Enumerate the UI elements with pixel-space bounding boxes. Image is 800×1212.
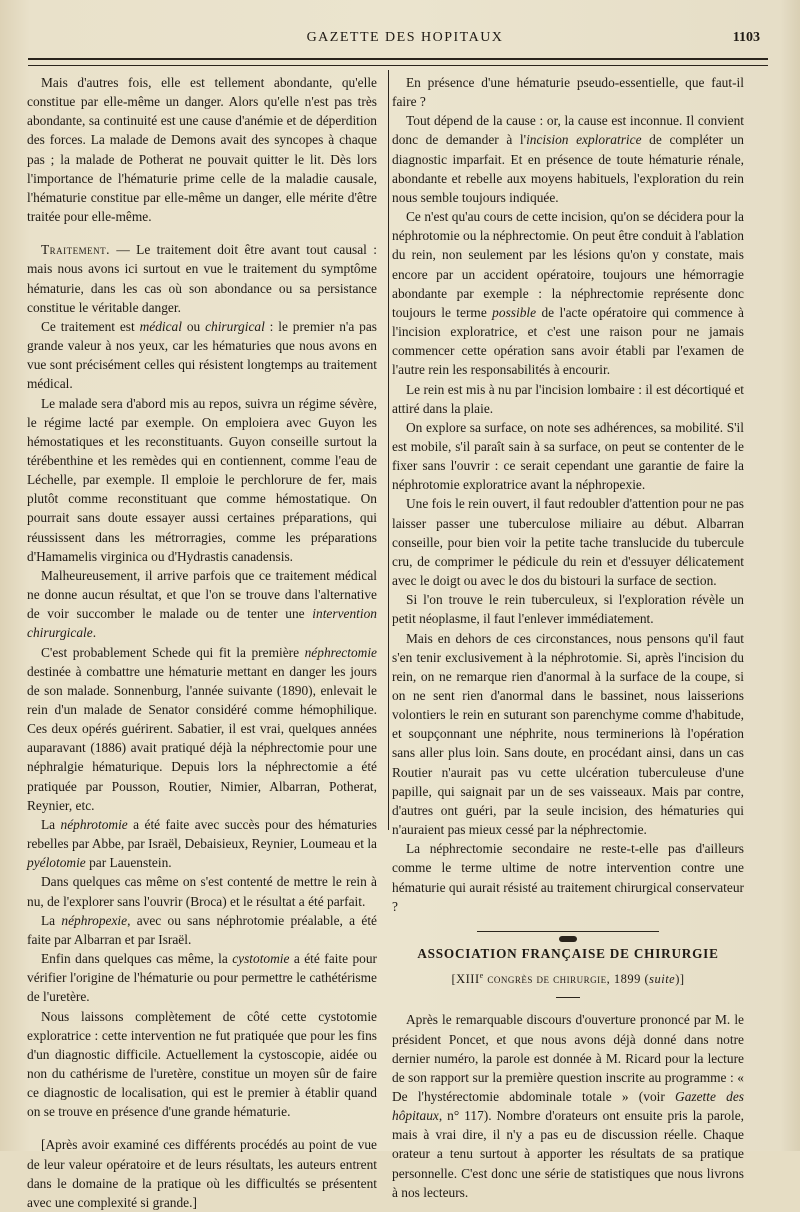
paragraph: C'est probablement Schede qui fit la première néphrectomie destinée à combattre une hématurie mettant en danger les jours de son malade. Sonnenburg, l'année suivante (1890), enlevait le rein d'un malade de Senator considéré comme hémophilique. Ces deux opérés guérirent. Sabatier, il est vrai, quelques années auparavant (1886) avait pratiqué déjà la néphrectomie pour une néphralgie hématurique. Depuis lors la néphrectomie a été pratiquée par Pousson, Routier, Nimier, Albarran, Potherat, Reynier, etc. [27, 644, 377, 813]
paragraph: Après le remarquable discours d'ouverture prononcé par M. le président Poncet, et que nous avons déjà donné dans notre dernier numéro, la parole est donnée à M. Ricard pour la lecture de son rapport sur la première question inscrite au programme : « De l'hystérectomie abdominale totale » (voir Gazette des hôpitaux, n° 117). Nombre d'orateurs ont ensuite pris la parole, mais à vrai dire, il n'y a pas eu de discussion réelle. Chaque orateur a tenu surtout à apporter les résultats de sa pratique personnelle. C'est donc une série de statistiques que nous livrons à nos lecteurs. [392, 1012, 744, 1200]
section-separator-ornament [392, 926, 744, 936]
section-title: ASSOCIATION FRANÇAISE DE CHIRURGIE [417, 945, 719, 961]
running-head: GAZETTE DES HOPITAUX [306, 30, 504, 45]
column-divider [388, 70, 389, 830]
paragraph: La néphropexie, avec ou sans néphrotomie préalable, a été faite par Albarran et par Israël. [27, 912, 377, 947]
paragraph: Malheureusement, il arrive parfois que ce traitement médical ne donne aucun résultat, et que l'on se trouve dans l'alternative de voir succomber le malade ou de tenter une intervention chirurgicale. [27, 567, 377, 641]
paragraph: Mais en dehors de ces circonstances, nous pensons qu'il faut s'en tenir exclusivement à la néphrotomie. Si, après l'incision du rein, on ne remarque rien d'anormal à la surface de la coupe, si on ne sent rien d'anormal dans le bassinet, nous laisserions volontiers le rein en suturant son parenchyme comme d'habitude, et soupçonnant une néphrite, nous terminerions là l'opération sans aller plus loin. Sans doute, en procédant ainsi, dans un cas Routier n'aurait pas vu cette ulcération tuberculeuse d'une papille, qui saignait par un de ses vaisseaux. Mais par contre, d'autres ont guéri, par la seule incision, des hématuries qui n'auraient pas mieux cessé par la néphrectomie. [392, 630, 744, 838]
section-subtitle: [XIIIe congrès de chirurgie, 1899 (suite)] [451, 971, 685, 987]
paragraph-bracketed: [Après avoir examiné ces différents procédés au point de vue de leur valeur opératoire et de leurs résultats, les auteurs entrent dans le domaine de la pratique où les difficultés se présentent avec une complexité si grande.] [27, 1137, 377, 1210]
paragraph: Le malade sera d'abord mis au repos, suivra un régime sévère, le régime lacté par exemple. On emploiera avec Guyon les hémostatiques et les reconstituants. Guyon conseille surtout la térébenthine et les remèdes qui en contiennent, comme l'eau de Léchelle, par exemple. Il emploie le perchlorure de fer, mais plutôt comme reconstituant que comme hémostatique. On pourrait sans doute essayer aussi certaines préparations, qui réussissent dans les métrorragies, comme les préparations d'Hamamelis virginica ou d'Hydrastis canadensis. [27, 395, 377, 564]
paragraph: Ce n'est qu'au cours de cette incision, qu'on se décidera pour la néphrotomie ou la néphrectomie. On peut être conduit à l'ablation du rein, non seulement par les lésions qu'on y constate, mais encore par un accident opératoire, toujours une hémorragie abondante par exemple : la néphrectomie représente donc toujours le terme possible de l'acte opératoire qui commence à l'incision exploratrice, et c'est une raison pour ne jamais commencer cette opération sans avoir établi par l'examen de l'autre rein les responsabilités à encourir. [392, 209, 744, 378]
header-rule-thin [28, 65, 768, 66]
paragraph: Si l'on trouve le rein tuberculeux, si l'exploration révèle un petit néoplasme, il faut l'enlever immédiatement. [392, 592, 744, 627]
paragraph: La néphrotomie a été faite avec succès pour des hématuries rebelles par Abbe, par Israël, Debaisieux, Reynier, Loumeau et la pyélotomie par Lauenstein. [27, 816, 377, 871]
paragraph: Le rein est mis à nu par l'incision lombaire : il est décortiqué et attiré dans la plaie. [392, 381, 744, 416]
paragraph: Mais d'autres fois, elle est tellement abondante, qu'elle constitue par elle-même un danger. Alors qu'elle n'est pas très abondante, sa continuité est une cause d'anémie et de déperdition des forces. La malade de Demons avait des syncopes à chaque pas ; la malade de Potherat ne pouvait quitter le lit. Dès lors l'importance de l'hématurie prime celle de la maladie causale, l'hématurie constitue par elle-même un danger, elle mérite d'être traitée pour elle-même. [27, 75, 377, 225]
right-column [392, 73, 744, 1202]
paragraph: Nous laissons complètement de côté cette cystotomie exploratrice : cette intervention ne fut pratiquée que pour les fins d'un diagnostic difficile. Actuellement la cystoscopie, aidée ou non du cathérisme de l'uretère, constitue un moyen sûr de faire ce diagnostic de localisation, qui est le premier à établir quand on se trouve en présence d'une grande hématurie. [27, 1008, 377, 1120]
paragraph: Une fois le rein ouvert, il faut redoubler d'attention pour ne pas laisser passer une tuberculose miliaire au début. Albarran conseille, pour bien voir la petite tache translucide du tubercule cru, de comprimer le pédicule du rein et d'essuyer délicatement avec le doigt ou avec le dos du bistouri la surface de section. [392, 496, 744, 589]
section-lead: Traitement. [41, 242, 111, 258]
paragraph: Dans quelques cas même on s'est contenté de mettre le rein à nu, de l'explorer sans l'ouvrir (Broca) et le résultat a été parfait. [27, 874, 377, 909]
paragraph: Ce traitement est médical ou chirurgical : le premier n'a pas grande valeur à nos yeux, car les hématuries que nous avons en vue sont précisément celles qui résistent longtemps au traitement médical. [27, 318, 377, 392]
paragraph-traitement: Traitement. — Le traitement doit être avant tout causal : mais nous avons ici surtout en vue le traitement du symptôme hématurie, dans les cas où son abondance ou sa persistance constitue le véritable danger. [27, 242, 377, 315]
header-rule [28, 58, 768, 60]
paragraph: La néphrectomie secondaire ne reste-t-elle pas d'ailleurs comme le terme ultime de notre intervention contre une hématurie qui aurait résisté au traitement chirurgical conservateur ? [392, 841, 744, 914]
short-rule [556, 997, 580, 998]
page-header [40, 30, 770, 52]
left-column [27, 73, 377, 1212]
paragraph: On explore sa surface, on note ses adhérences, sa mobilité. S'il est mobile, s'il paraît sain à sa surface, on peut se contenter de le fixer sans l'ouvrir : ce serait cependant une garantie de faire la néphrotomie exploratrice avant la néphropexie. [392, 419, 744, 493]
page-number: 1103 [732, 30, 760, 45]
ornament-mark [559, 936, 577, 942]
paragraph: Tout dépend de la cause : or, la cause est inconnue. Il convient donc de demander à l'incision exploratrice de compléter un diagnostic imparfait. Et en présence de toute hématurie rénale, abondante et rebelle aux moyens habituels, l'exploration du rein nous semble toujours indiquée. [392, 113, 744, 205]
paragraph: Enfin dans quelques cas même, la cystotomie a été faite pour vérifier l'origine de l'hématurie ou pour permettre le cathétérisme de l'uretère. [27, 951, 377, 1005]
paragraph: En présence d'une hématurie pseudo-essentielle, que faut-il faire ? [392, 75, 744, 110]
